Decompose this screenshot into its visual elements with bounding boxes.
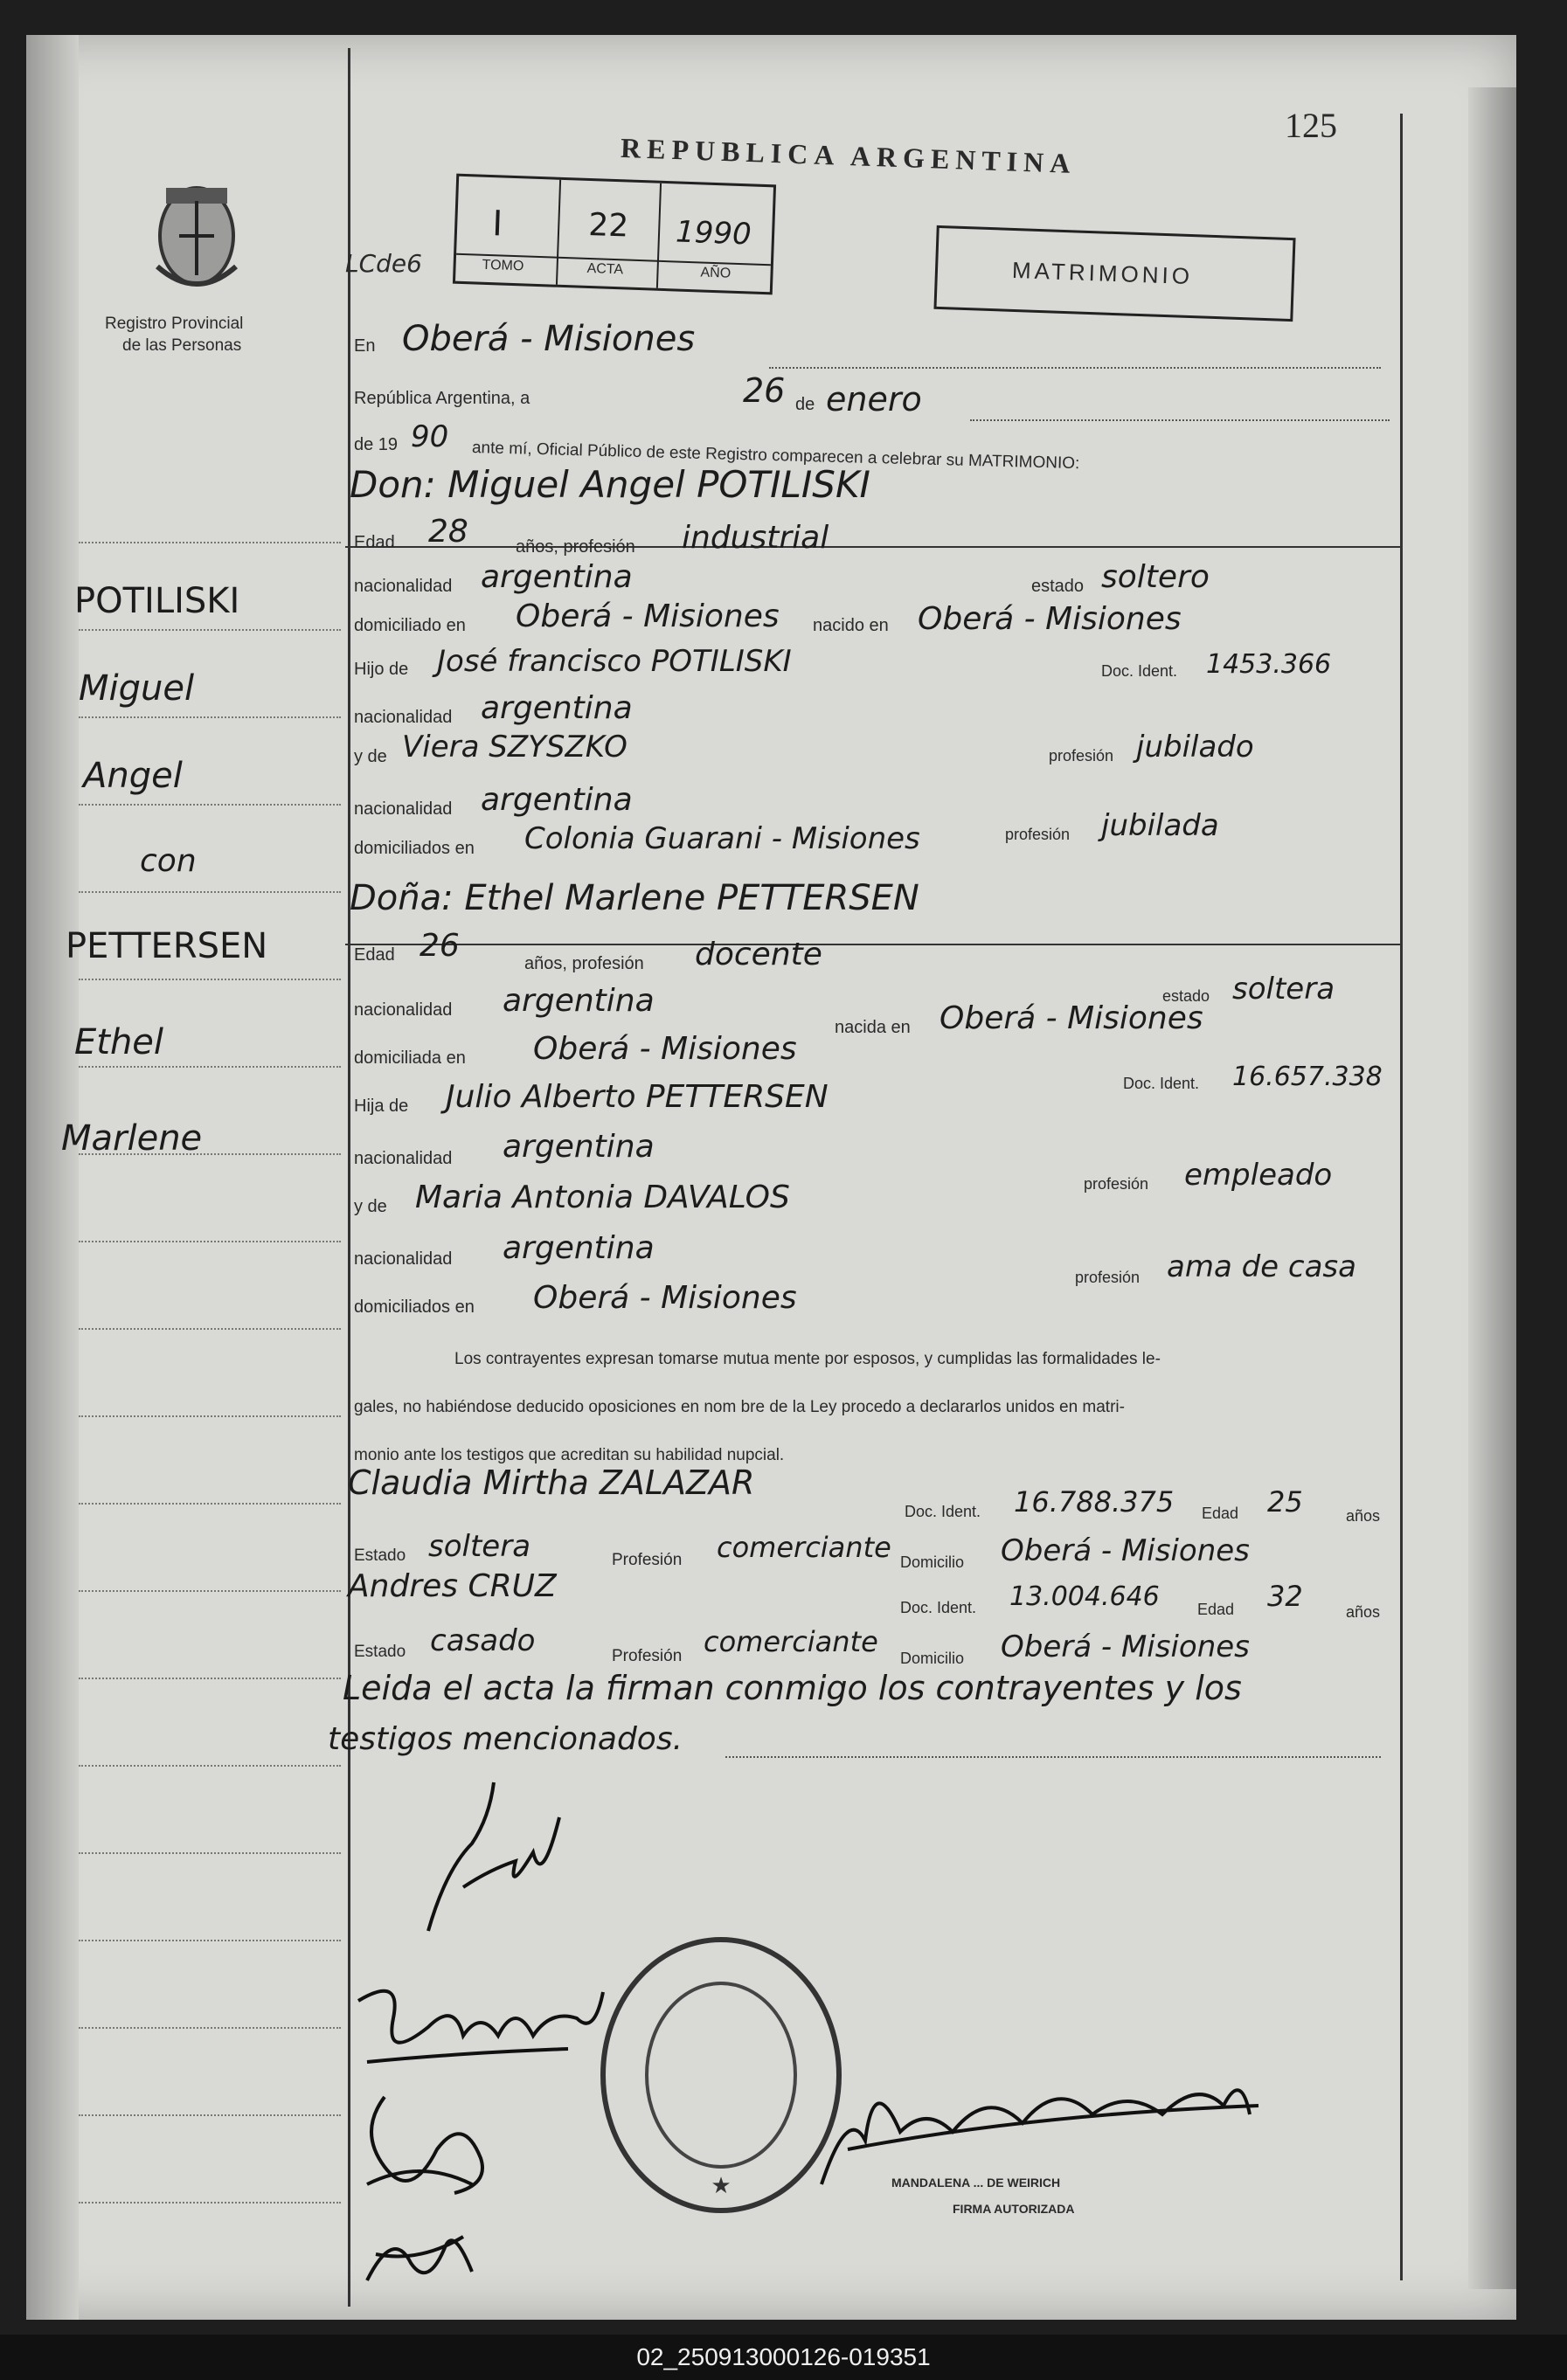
groom-doc-label: Doc. Ident.	[1101, 662, 1178, 680]
groom-father-doc: 1453.366	[1206, 649, 1332, 680]
witness-2-signature	[358, 2210, 489, 2298]
groom-parents-dom: Colonia Guarani - Misiones	[524, 821, 920, 856]
witness-2-domicilio: Oberá - Misiones	[1001, 1629, 1250, 1664]
groom-nacionalidad: argentina	[481, 559, 633, 595]
groom-nacido: Oberá - Misiones	[918, 601, 1182, 637]
bride-edad: 26	[419, 928, 460, 964]
closing-line-1: Leida el acta la firman conmigo los contrayentes y los	[343, 1669, 1242, 1707]
act-type-box	[933, 225, 1295, 322]
witness-2-edad: 32	[1267, 1580, 1303, 1613]
bride-estado-label: estado	[1162, 987, 1210, 1005]
groom-edad-label: Edad	[354, 533, 395, 552]
bride-mother-nac: argentina	[503, 1230, 655, 1266]
book-spine	[26, 35, 79, 2320]
bride-father-prof-label: profesión	[1084, 1175, 1149, 1193]
witness-2-estado-label: Estado	[354, 1643, 406, 1661]
ante-text: ante mí, Oficial Público de este Registro comparecen a celebrar su MATRIMONIO:	[471, 439, 1080, 474]
witness-1-profesion-label: Profesión	[612, 1551, 683, 1569]
groom-father-prof: jubilado	[1136, 730, 1254, 765]
witness-2-domicilio-label: Domicilio	[900, 1650, 965, 1667]
witness-1-anos-label: años	[1346, 1507, 1381, 1525]
act-place: Oberá - Misiones	[402, 319, 696, 359]
groom-mother-prof-label: profesión	[1005, 826, 1071, 843]
groom-y-de-label: y de	[354, 747, 387, 766]
bride-domicilio: Oberá - Misiones	[533, 1031, 797, 1067]
declaration-line-3: monio ante los testigos que acreditan su habilidad nupcial.	[354, 1446, 785, 1464]
witness-2-estado: casado	[430, 1623, 536, 1658]
margin-name-6: Ethel	[74, 1022, 164, 1062]
witness-1-name: Claudia Mirtha ZALAZAR	[348, 1463, 755, 1502]
bride-profesion-label: años, profesión	[524, 954, 644, 973]
bride-nacida: Oberá - Misiones	[940, 1000, 1203, 1036]
registry-name-line2: de las Personas	[122, 336, 242, 355]
witness-1-edad: 25	[1267, 1485, 1303, 1519]
groom-domicilio-label: domiciliado en	[354, 616, 466, 635]
page-edge	[1468, 87, 1516, 2289]
groom-signature	[411, 1765, 586, 1940]
groom-profesion-label: años, profesión	[516, 537, 635, 557]
year-suffix: 90	[411, 419, 449, 454]
bride-father: Julio Alberto PETTERSEN	[446, 1079, 829, 1115]
witness-1-domicilio: Oberá - Misiones	[1001, 1533, 1250, 1568]
bride-edad-label: Edad	[354, 945, 395, 965]
margin-name-5: PETTERSEN	[66, 926, 268, 966]
groom-father-nac: argentina	[481, 690, 633, 726]
bride-hija-label: Hija de	[354, 1097, 409, 1116]
right-border	[1400, 114, 1403, 2280]
groom-mother-nac: argentina	[481, 782, 633, 818]
witness-2-edad-label: Edad	[1197, 1601, 1235, 1618]
code-label: LCde6	[345, 249, 422, 278]
record-id-box	[453, 174, 776, 295]
groom-estado-label: estado	[1031, 577, 1085, 596]
groom-estado: soltero	[1101, 559, 1210, 595]
witness-1-edad-label: Edad	[1202, 1505, 1239, 1522]
acta-value: 22	[587, 206, 629, 245]
declaration-line-1: Los contrayentes expresan tomarse mutua mente por esposos, y cumplidas las formalidades le-	[454, 1350, 1161, 1368]
witness-1-estado: soltera	[428, 1529, 531, 1564]
ano-value: 1990	[675, 214, 752, 253]
bride-nac-label: nacionalidad	[354, 1000, 453, 1020]
bride-y-de-label: y de	[354, 1197, 387, 1216]
declaration-line-2: gales, no habiéndose deducido oposiciones en nom bre de la Ley procedo a declararlos unidos en matri-	[354, 1398, 1125, 1416]
bride-nacida-label: nacida en	[835, 1018, 911, 1037]
groom-domicilio: Oberá - Misiones	[516, 598, 780, 634]
bride-name: Doña: Ethel Marlene PETTERSEN	[350, 878, 919, 918]
margin-name-3: Angel	[83, 756, 183, 796]
witness-2-profesion-label: Profesión	[612, 1647, 683, 1665]
act-type: MATRIMONIO	[1011, 256, 1194, 290]
witness-1-signature	[350, 2079, 524, 2219]
groom-name: Don: Miguel Angel POTILISKI	[350, 463, 870, 506]
groom-parents-dom-label: domiciliados en	[354, 839, 475, 858]
margin-name-2: Miguel	[79, 668, 195, 709]
official-signature	[813, 2053, 1267, 2193]
bride-father-nac: argentina	[503, 1129, 655, 1165]
bride-profesion: docente	[695, 937, 822, 972]
page-number: 125	[1285, 106, 1337, 145]
bride-mother: Maria Antonia DAVALOS	[415, 1180, 790, 1215]
registry-name-line1: Registro Provincial	[105, 315, 244, 333]
republica-label: República Argentina, a	[354, 389, 530, 408]
country-title: REPUBLICA ARGENTINA	[620, 131, 1078, 180]
witness-2-profesion: comerciante	[704, 1625, 878, 1658]
bride-father-nac-label: nacionalidad	[354, 1149, 453, 1168]
groom-father-nac-label: nacionalidad	[354, 708, 453, 727]
act-month: enero	[826, 380, 922, 419]
bride-domicilio-label: domiciliada en	[354, 1048, 466, 1068]
witness-1-domicilio-label: Domicilio	[900, 1553, 965, 1571]
bride-father-doc: 16.657.338	[1232, 1062, 1383, 1092]
margin-name-7: Marlene	[61, 1118, 203, 1159]
bride-estado: soltera	[1232, 972, 1335, 1007]
witness-1-profesion: comerciante	[717, 1531, 891, 1564]
bride-mother-nac-label: nacionalidad	[354, 1249, 453, 1269]
bride-father-prof: empleado	[1184, 1158, 1333, 1193]
witness-2-doc: 13.004.646	[1009, 1581, 1160, 1612]
groom-father-prof-label: profesión	[1049, 747, 1114, 765]
closing-line-2: testigos mencionados.	[328, 1721, 683, 1757]
image-id-footer: 02_250913000126-019351	[0, 2335, 1567, 2380]
groom-mother-prof: jubilada	[1101, 808, 1219, 843]
groom-mother-nac-label: nacionalidad	[354, 799, 453, 819]
tomo-value: I	[491, 204, 503, 245]
bride-mother-prof-label: profesión	[1075, 1269, 1141, 1286]
groom-profesion: industrial	[682, 520, 829, 556]
groom-father: José francisco POTILISKI	[437, 644, 792, 679]
register-page	[26, 35, 1516, 2320]
bride-mother-prof: ama de casa	[1167, 1249, 1356, 1284]
bride-signature	[350, 1966, 612, 2071]
year-prefix: de 19	[354, 435, 399, 454]
witness-2-anos-label: años	[1346, 1603, 1381, 1621]
en-label: En	[354, 336, 376, 356]
tomo-label: TOMO	[482, 257, 524, 274]
witness-1-doc: 16.788.375	[1014, 1485, 1175, 1519]
svg-text:★: ★	[711, 2172, 731, 2198]
ano-label: AÑO	[700, 265, 731, 281]
act-day: 26	[743, 371, 786, 410]
coat-of-arms-icon	[149, 179, 245, 293]
de-label: de	[795, 395, 815, 414]
witness-2-doc-label: Doc. Ident.	[900, 1599, 977, 1616]
bride-parents-dom-label: domiciliados en	[354, 1297, 475, 1317]
witness-2-name: Andres CRUZ	[348, 1568, 557, 1604]
groom-hijo-label: Hijo de	[354, 660, 409, 679]
official-name: MANDALENA ... DE WEIRICH	[891, 2176, 1061, 2190]
groom-nacido-label: nacido en	[813, 616, 889, 635]
acta-label: ACTA	[586, 260, 624, 278]
official-title: FIRMA AUTORIZADA	[953, 2202, 1075, 2216]
witness-1-doc-label: Doc. Ident.	[905, 1503, 981, 1520]
registry-stamp	[594, 1931, 848, 2219]
bride-doc-label: Doc. Ident.	[1123, 1075, 1200, 1092]
groom-nac-label: nacionalidad	[354, 577, 453, 596]
bride-parents-dom: Oberá - Misiones	[533, 1280, 797, 1316]
groom-mother: Viera SZYSZKO	[402, 730, 627, 765]
witness-1-estado-label: Estado	[354, 1546, 406, 1565]
margin-name-4: con	[140, 843, 197, 879]
groom-edad: 28	[428, 514, 468, 550]
margin-name-1: POTILISKI	[74, 581, 240, 621]
bride-nacionalidad: argentina	[503, 983, 655, 1019]
